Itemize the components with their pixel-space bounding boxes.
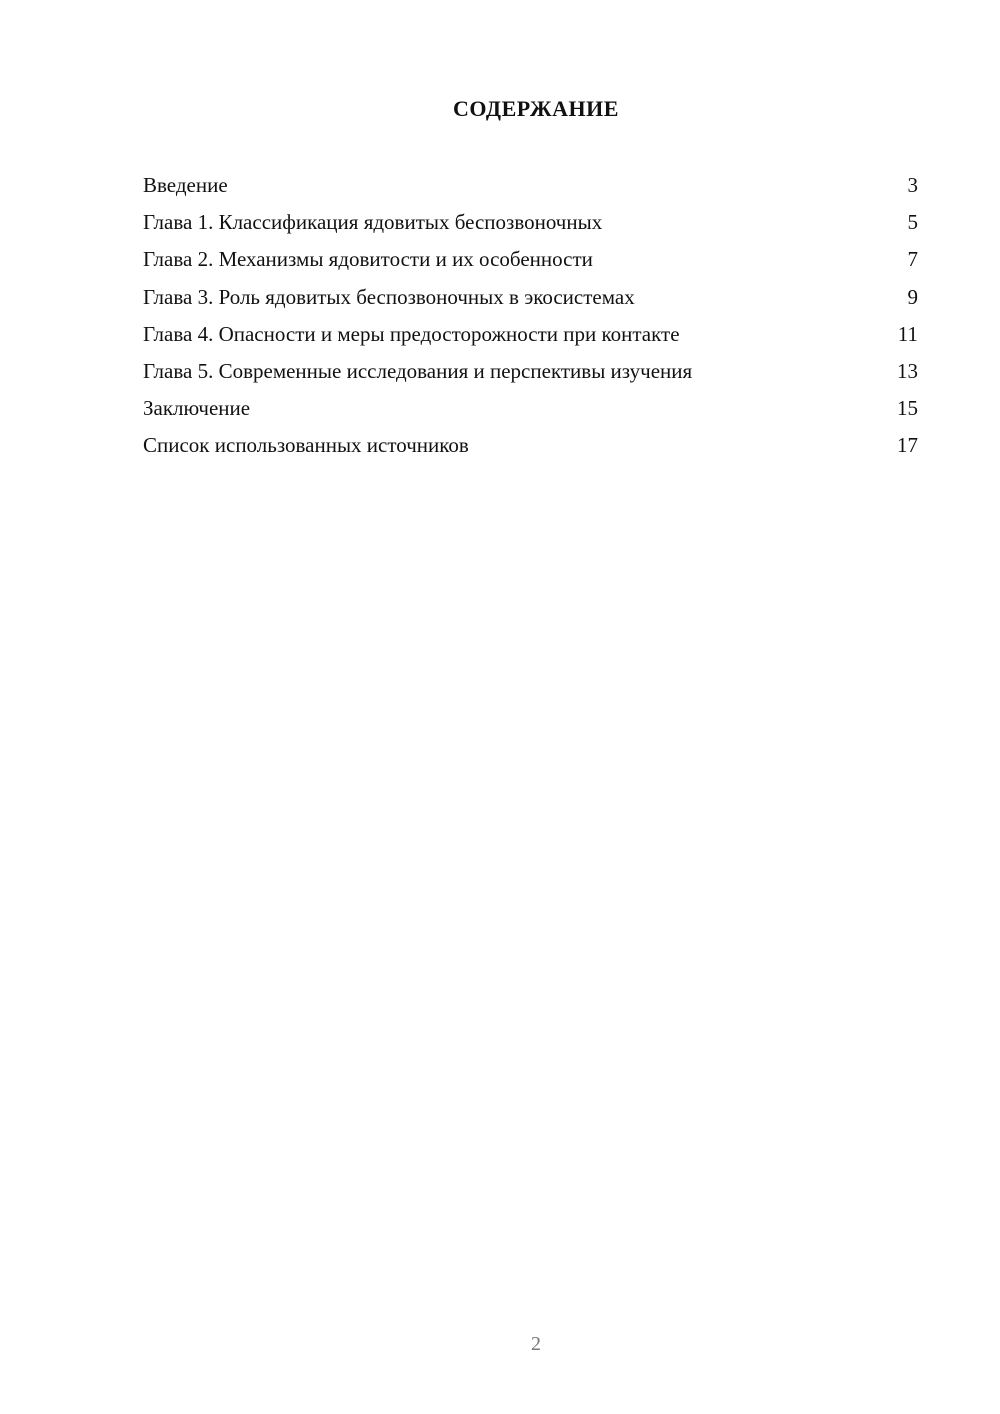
toc-entry-page: 7 (907, 247, 918, 272)
page-number: 2 (531, 1333, 541, 1355)
toc-entry-label: Глава 4. Опасности и меры предосторожности при контакте (143, 321, 680, 346)
toc-entry-page: 13 (897, 358, 918, 383)
toc-entry-page: 11 (897, 321, 918, 346)
toc-entry-chapter-3[interactable] (143, 282, 918, 319)
toc-entry-chapter-2[interactable] (143, 244, 918, 281)
toc-entry-page: 17 (897, 433, 918, 458)
toc-entry-label: Глава 1. Классификация ядовитых беспозвоночных (143, 210, 603, 235)
toc-entry-label: Глава 2. Механизмы ядовитости и их особенности (143, 247, 593, 272)
toc-entry-label: Список использованных источников (143, 433, 469, 458)
toc-entry-page: 3 (907, 173, 918, 197)
toc-entry-chapter-5[interactable] (143, 356, 918, 393)
toc-title: СОДЕРЖАНИЕ (453, 96, 619, 121)
toc-entry-introduction[interactable] (143, 170, 918, 207)
toc-entry-page: 15 (897, 396, 918, 421)
toc-entry-page: 5 (907, 210, 918, 235)
toc-entry-chapter-4[interactable] (143, 319, 918, 356)
toc-entry-label: Введение (143, 173, 228, 197)
toc-entry-label: Глава 5. Современные исследования и перспективы изучения (143, 358, 693, 383)
toc-entry-label: Заключение (143, 396, 251, 421)
toc-entry-conclusion[interactable] (143, 393, 918, 430)
toc-entry-references[interactable] (143, 430, 918, 467)
toc-entry-page: 9 (907, 284, 918, 309)
toc-entry-label: Глава 3. Роль ядовитых беспозвоночных в экосистемах (143, 284, 635, 309)
toc-entry-chapter-1[interactable] (143, 207, 918, 244)
table-of-contents (143, 170, 918, 468)
